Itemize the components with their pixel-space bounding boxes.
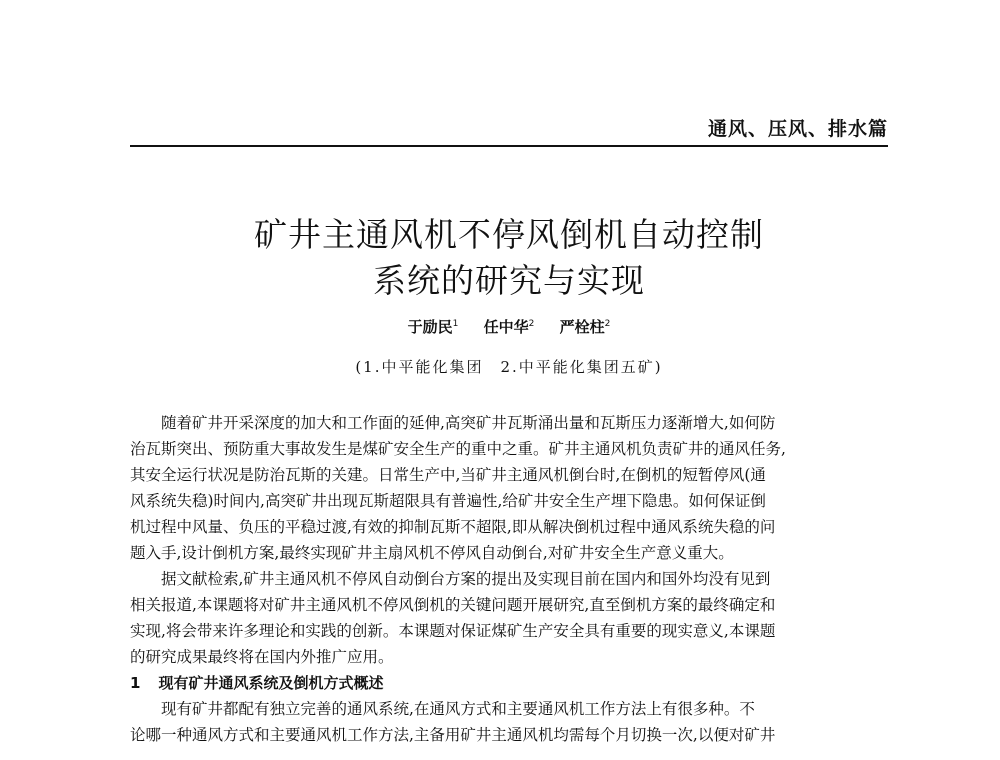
text-line: 现有矿井都配有独立完善的通风系统,在通风方式和主要通风机工作方法上有很多种。不 xyxy=(161,700,755,718)
paper-title xyxy=(130,212,888,304)
text-line: 相关报道,本课题将对矿井主通风机不停风倒机的关键问题开展研究,直至倒机方案的最终确定和 xyxy=(130,596,776,614)
author: 严栓柱$^2$ xyxy=(559,318,611,336)
affiliation: (1.中平能化集团 2.中平能化集团五矿) xyxy=(355,358,663,376)
body-text xyxy=(130,410,888,748)
title-line-2: 系统的研究与实现 xyxy=(373,261,645,300)
paragraph-1 xyxy=(130,410,888,566)
author: 于励民$^1$ xyxy=(407,318,459,336)
text-line: 随着矿井开采深度的加大和工作面的延伸,高突矿井瓦斯涌出量和瓦斯压力逐渐增大,如何防 xyxy=(161,414,776,432)
text-line: 其安全运行状况是防治瓦斯的关建。日常生产中,当矿井主通风机倒台时,在倒机的短暂停风(通 xyxy=(130,466,766,484)
text-line: 的研究成果最终将在国内外推广应用。 xyxy=(130,648,394,666)
paragraph-2 xyxy=(130,566,888,670)
text-line: 论哪一种通风方式和主要通风机工作方法,主备用矿井主通风机均需每个月切换一次,以便对矿井 xyxy=(130,726,776,744)
text-line: 机过程中风量、负压的平稳过渡,有效的抑制瓦斯不超限,即从解决倒机过程中通风系统失稳的问 xyxy=(130,518,776,536)
section-number: 1 xyxy=(130,674,141,692)
text-line: 风系统失稳)时间内,高突矿井出现瓦斯超限具有普遍性,给矿井安全生产埋下隐患。如何保证倒 xyxy=(130,492,766,510)
text-line: 治瓦斯突出、预防重大事故发生是煤矿安全生产的重中之重。矿井主通风机负责矿井的通风任务, xyxy=(130,440,786,458)
author: 任中华$^2$ xyxy=(483,318,535,336)
paragraph-3 xyxy=(130,696,888,748)
text-line: 题入手,设计倒机方案,最终实现矿井主扇风机不停风自动倒台,对矿井安全生产意义重大。 xyxy=(130,544,734,562)
text-line: 实现,将会带来许多理论和实践的创新。本课题对保证煤矿生产安全具有重要的现实意义,本课题 xyxy=(130,622,776,640)
title-line-1: 矿井主通风机不停风倒机自动控制 xyxy=(254,215,764,254)
header-rule xyxy=(130,145,888,147)
section-heading xyxy=(130,670,888,696)
section-header: 通风、压风、排水篇 xyxy=(707,118,888,140)
author-list xyxy=(130,316,888,337)
section-heading-text: 现有矿井通风系统及倒机方式概述 xyxy=(158,674,384,692)
text-line: 据文献检索,矿井主通风机不停风自动倒台方案的提出及实现目前在国内和国外均没有见到 xyxy=(161,570,771,588)
